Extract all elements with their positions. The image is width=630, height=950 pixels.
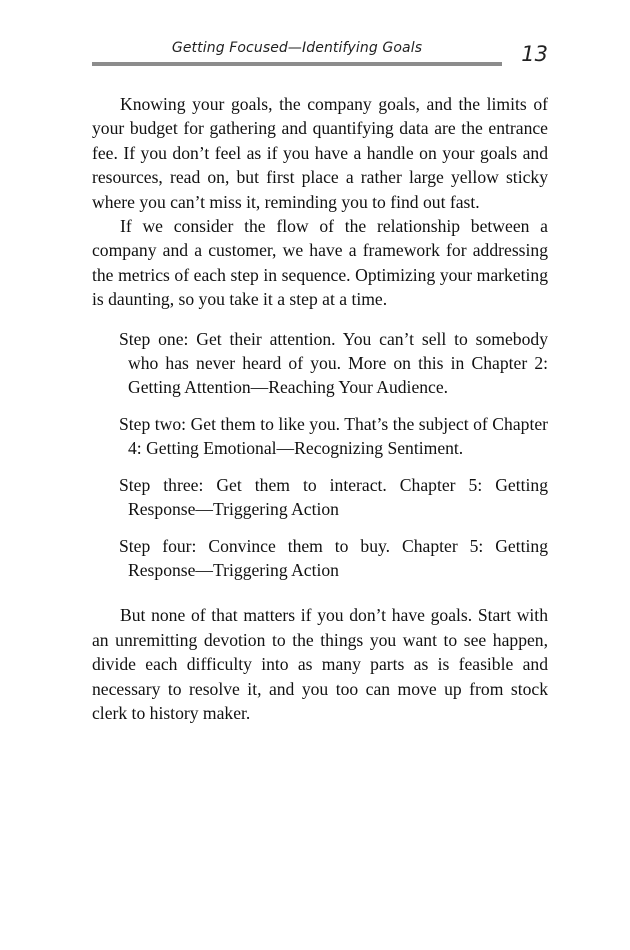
paragraph: If we consider the flow of the relationship between a company and a customer, we have a framework for addressing the metrics of each step in sequence. Optimizing your marketing is daunting, so you take it a step at a time.: [92, 216, 548, 310]
paragraph: But none of that matters if you don’t have goals. Start with an unremitting devotion to the things you want to see happen, divide each difficulty into as many parts as is feasible and necessary to resolve it, and you too can move up from stock clerk to history maker.: [92, 605, 548, 723]
steps-list: [92, 327, 548, 583]
page-number: 13: [521, 42, 548, 66]
paragraph: Knowing your goals, the company goals, and the limits of your budget for gathering and quantifying data are the entrance fee. If you don’t feel as if you have a handle on your goals and resources, read on, but first place a rather large yellow sticky where you can’t miss it, reminding you to find out fast.: [92, 94, 548, 212]
header-rule: [92, 62, 502, 66]
step-item: Step one: Get their attention. You can’t sell to somebody who has never heard of you. More on this in Chapter 2: Getting Attention—Reaching Your Audience.: [119, 328, 548, 398]
running-head: Getting Focused—Identifying Goals: [171, 40, 423, 56]
step-item: Step four: Convince them to buy. Chapter 5: Getting Response—Triggering Action: [119, 535, 548, 580]
body-text: [92, 92, 548, 725]
step-item: Step two: Get them to like you. That’s the subject of Chapter 4: Getting Emotional—Recognizing Sentiment.: [119, 413, 548, 459]
step-item: Step three: Get them to interact. Chapter 5: Getting Response—Triggering Action: [119, 474, 548, 520]
page-header: [92, 38, 550, 78]
